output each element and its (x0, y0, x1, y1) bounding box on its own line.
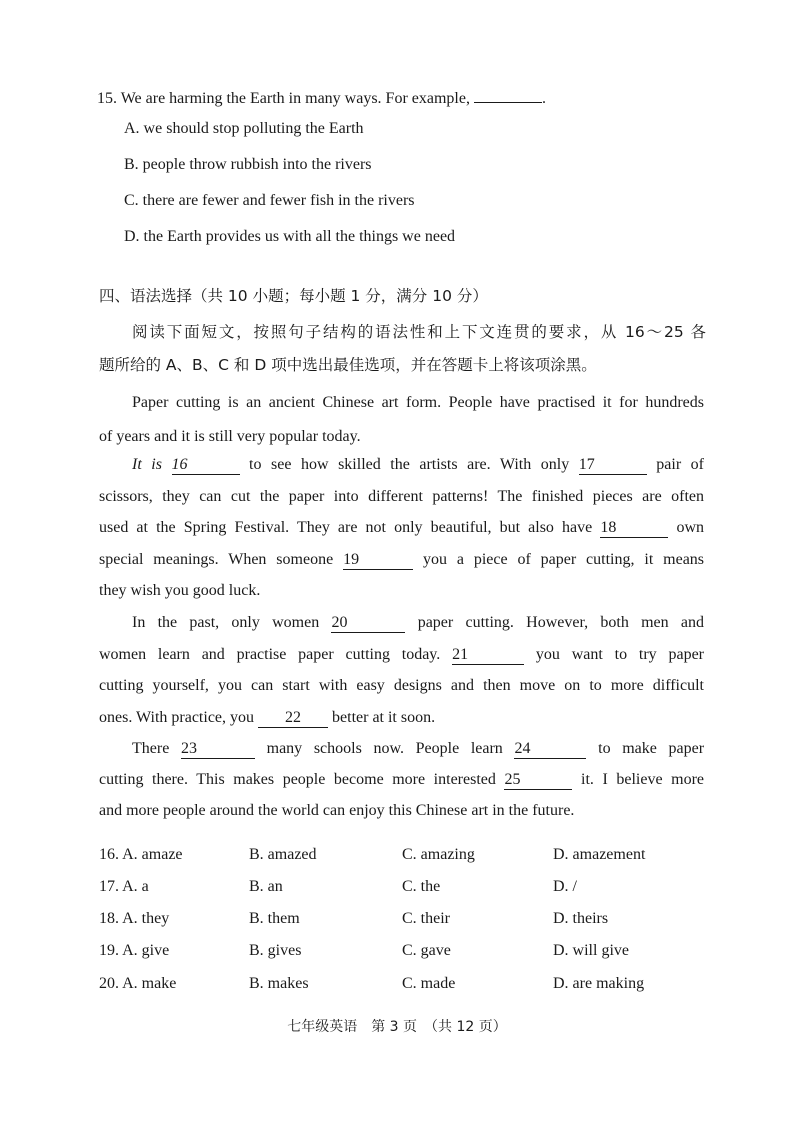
q15-option-b: B. people throw rubbish into the rivers (124, 156, 372, 173)
choice-20-a: 20. A. make (99, 975, 177, 992)
passage-p2-line2: scissors, they can cut the paper into different patterns! The finished pieces are often (99, 488, 704, 505)
blank-24: 24 (514, 740, 586, 759)
blank-18: 18 (600, 519, 668, 538)
q15-stem-text: 15. We are harming the Earth in many ways. For example, (97, 90, 470, 107)
choice-20-b: B. makes (249, 975, 309, 992)
choice-18-a: 18. A. they (99, 910, 170, 927)
blank-17: 17 (579, 456, 647, 475)
passage-p3-line4 (99, 708, 435, 728)
blank-23: 23 (181, 740, 255, 759)
passage-p4-line3: and more people around the world can enjoy this Chinese art in the future. (99, 802, 575, 819)
q15-option-d: D. the Earth provides us with all the things we need (124, 228, 456, 245)
passage-text: better at it soon. (332, 709, 436, 726)
passage-text: you a piece of paper cutting, it means (422, 551, 705, 568)
passage-text: women learn and practise paper cutting today. (99, 646, 441, 663)
choice-18-d: D. theirs (553, 910, 609, 927)
passage-text: paper cutting. However, both men and (417, 614, 705, 631)
passage-p3-line1 (132, 613, 704, 633)
blank-16: 16 (172, 456, 240, 475)
blank-25: 25 (504, 771, 572, 790)
passage-text: to see how skilled the artists are. With only (249, 456, 570, 473)
choice-16-c: C. amazing (402, 846, 475, 863)
passage-text: you want to try paper (535, 646, 705, 663)
passage-text: it. I believe more (581, 771, 705, 788)
choice-19-a: 19. A. give (99, 942, 170, 959)
passage-p4-line2 (99, 770, 704, 790)
passage-text: to make paper (598, 740, 705, 757)
passage-p2-line5: they wish you good luck. (99, 582, 261, 599)
blank-19: 19 (343, 551, 413, 570)
choice-18-b: B. them (249, 910, 300, 927)
choice-20-d: D. are making (553, 975, 645, 992)
passage-text: In the past, only women (132, 614, 320, 631)
q15-option-c: C. there are fewer and fewer fish in the rivers (124, 192, 415, 209)
passage-p3-line2 (99, 645, 704, 665)
choice-17-a: 17. A. a (99, 878, 149, 895)
passage-text: It is (132, 456, 162, 473)
blank-21: 21 (452, 646, 524, 665)
q15-stem-end: . (541, 90, 546, 107)
choice-16-a: 16. A. amaze (99, 846, 183, 863)
choice-20-c: C. made (402, 975, 456, 992)
passage-p2-line1 (132, 455, 704, 475)
passage-text: special meanings. When someone (99, 551, 334, 568)
choice-16-b: B. amazed (249, 846, 317, 863)
passage-text: own (676, 519, 705, 536)
passage-text: cutting there. This makes people become more interested (99, 771, 496, 788)
page-footer: 七年级英语 第 3 页 （共 12 页） (287, 1019, 507, 1035)
q15-option-a: A. we should stop polluting the Earth (124, 120, 364, 137)
section-instruction-line2: 题所给的 A、B、C 和 D 项中选出最佳选项，并在答题卡上将该项涂黑。 (99, 356, 597, 374)
passage-p4-line1 (132, 739, 704, 759)
choice-19-c: C. gave (402, 942, 451, 959)
passage-text: used at the Spring Festival. They are not only beautiful, but also have (99, 519, 593, 536)
q15-stem (97, 84, 546, 109)
choice-17-c: C. the (402, 878, 441, 895)
choice-17-b: B. an (249, 878, 283, 895)
section-heading: 四、语法选择（共 10 小题；每小题 1 分，满分 10 分） (99, 287, 488, 305)
passage-text: ones. With practice, you (99, 709, 255, 726)
passage-text: pair of (656, 456, 704, 473)
passage-p2-line3 (99, 518, 704, 538)
blank-20: 20 (331, 614, 405, 633)
choice-19-b: B. gives (249, 942, 302, 959)
passage-text: many schools now. People learn (266, 740, 503, 757)
passage-p3-line3: cutting yourself, you can start with easy designs and then move on to more difficult (99, 677, 704, 694)
passage-p2-line4 (99, 550, 704, 570)
passage-p1-line1: Paper cutting is an ancient Chinese art form. People have practised it for hundreds (132, 394, 704, 411)
blank-22: 22 (258, 709, 328, 728)
section-instruction-line1: 阅读下面短文，按照句子结构的语法性和上下文连贯的要求，从 16～25 各 (132, 323, 706, 341)
q15-answer-blank (474, 84, 542, 103)
choice-17-d: D. / (553, 878, 577, 895)
passage-text: There (132, 740, 170, 757)
choice-18-c: C. their (402, 910, 450, 927)
choice-19-d: D. will give (553, 942, 629, 959)
passage-p1-line2: of years and it is still very popular today. (99, 428, 361, 445)
choice-16-d: D. amazement (553, 846, 646, 863)
